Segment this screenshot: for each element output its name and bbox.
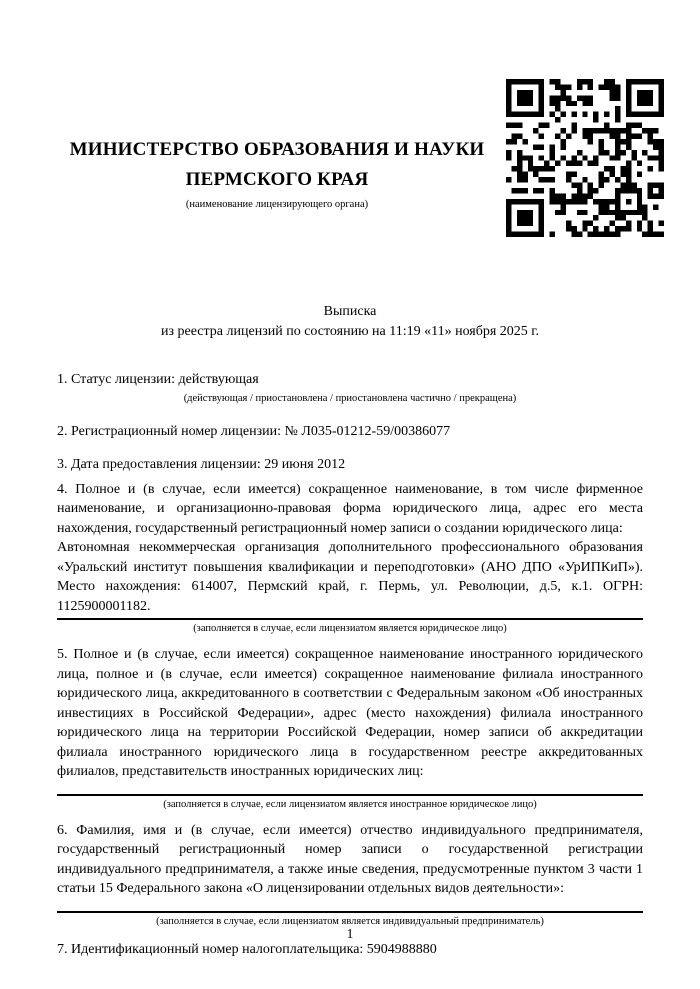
document-subtitle: из реестра лицензий по состоянию на 11:19 «11» ноября 2025 г. <box>161 324 539 339</box>
fill-line <box>57 618 643 620</box>
issuing-authority-name <box>57 135 497 195</box>
item-legal-entity-text: 4. Полное и (в случае, если имеется) сокращенное наименование, в том числе фирменное наименование, и организационно-правовая форма юридического лица, адрес его места нахождения, государственный регистрационный номер записи о создании юридического лица: <box>57 481 643 536</box>
issuing-authority-name-line1: МИНИСТЕРСТВО ОБРАЗОВАНИЯ И НАУКИ <box>69 139 485 160</box>
page-number: 1 <box>346 926 354 941</box>
item-individual-entrepreneur <box>57 821 643 928</box>
item-individual-entrepreneur-caption: (заполняется в случае, если лицензиатом является индивидуальный предприниматель) <box>156 915 544 927</box>
items-list <box>57 370 643 959</box>
item-individual-entrepreneur-text: 6. Фамилия, имя и (в случае, если имеется) отчество индивидуального предпринимателя, государственный регистрационный номер записи о государственной регистрации индивидуального предпринимателя, а также иные сведения, предусмотренные пунктом 3 части 1 статьи 15 Федерального закона «О лицензировании отдельных видов деятельности»: <box>57 822 643 896</box>
document-title-block <box>57 302 643 342</box>
item-taxpayer-number <box>57 940 643 960</box>
item-foreign-entity-caption: (заполняется в случае, если лицензиатом является иностранное юридическое лицо) <box>163 798 537 810</box>
item-foreign-entity-text: 5. Полное и (в случае, если имеется) сокращенное наименование иностранного юридического лица, полное и (в случае, если имеется) сокращенное наименование филиала иностранного юридического лица, аккредитованного в соответствии с Федеральным законом «Об иностранных инвестициях в Российской Федерации», адрес (место нахождения) филиала иностранного юридического лица на территории Российской Федерации, номер записи об аккредитации филиала иностранного юридического лица в государственном реестре аккредитованных филиалов, представительств иностранных юридических лиц: <box>57 647 643 779</box>
document-title: Выписка <box>323 304 377 319</box>
item-legal-entity <box>57 480 643 636</box>
qr-code <box>506 79 664 237</box>
item-grant-date-text: 3. Дата предоставления лицензии: 29 июня 2012 <box>57 457 346 472</box>
item-license-status-caption: (действующая / приостановлена / приостановлена частично / прекращена) <box>183 392 517 404</box>
item-foreign-entity <box>57 645 643 811</box>
item-registration-number <box>57 422 643 442</box>
fill-line <box>57 794 643 796</box>
issuing-authority-caption: (наименование лицензирующего органа) <box>185 199 369 210</box>
item-registration-number-text: 2. Регистрационный номер лицензии: № Л035-01212-59/00386077 <box>57 423 451 439</box>
issuing-authority-name-line2: ПЕРМСКОГО КРАЯ <box>185 169 369 190</box>
item-legal-entity-value: Автономная некоммерческая организация дополнительного профессионального образования «Уральский институт повышения квалификации и переподготовки» (АНО ДПО «УрИПКиП»). Место нахождения: 614007, Пермский край, г. Пермь, ул. Революции, д.5, к.1. ОГРН: 1125900001182. <box>57 540 643 614</box>
issuing-authority-block <box>57 0 497 211</box>
item-legal-entity-caption: (заполняется в случае, если лицензиатом является юридическое лицо) <box>193 623 507 634</box>
fill-line <box>57 911 643 913</box>
item-grant-date <box>57 455 643 475</box>
item-license-status <box>57 370 643 405</box>
item-taxpayer-number-text: 7. Идентификационный номер налогоплательщика: 5904988880 <box>57 941 437 957</box>
item-license-status-text: 1. Статус лицензии: действующая <box>57 372 259 387</box>
